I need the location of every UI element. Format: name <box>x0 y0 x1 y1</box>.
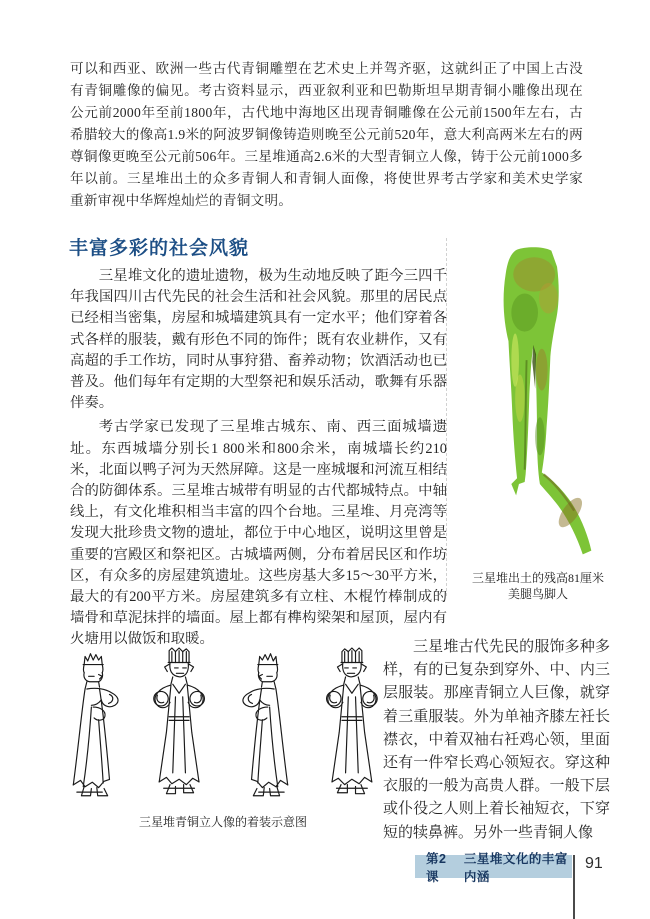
statue-caption-line2: 美腿鸟脚人 <box>507 587 568 601</box>
footer-lesson-bar <box>415 851 572 884</box>
section-paragraph-3: 三星堆古代先民的服饰多种多样，有的已复杂到穿外、中、内三层服装。那座青铜立人巨像，就穿着三重服装。外为单袖齐膝左衽长襟衣，中着双袖右衽鸡心领，里面还有一件窄长鸡心领短衣。穿这种衣服的一般为高贵人群。一般下层或仆役之人则上着长袖短衣，下穿短的犊鼻裤。另外一些青铜人像 <box>383 639 610 841</box>
statue-caption <box>453 570 623 602</box>
clothing-diagram-caption: 三星堆青铜立人像的着装示意图 <box>138 815 307 829</box>
right-text-column <box>383 636 610 845</box>
clothing-drawing-front <box>142 640 218 808</box>
clothing-drawing-back <box>313 640 389 808</box>
footer-divider-line <box>573 855 575 919</box>
statue-caption-line1: 三星堆出土的残高81厘米 <box>471 571 604 585</box>
page-number: 91 <box>585 855 603 872</box>
bronze-statue-figure <box>453 240 623 602</box>
footer-lesson-title: 三星堆文化的丰富内涵 <box>463 851 568 884</box>
clothing-drawing-side-right <box>57 646 133 808</box>
footer-lesson-number: 第2课 <box>426 851 447 884</box>
left-text-column <box>70 266 447 654</box>
bronze-bird-foot-statue-image <box>458 240 618 566</box>
clothing-diagram-figure <box>57 640 389 830</box>
section-paragraph-1: 三星堆文化的遗址遗物，极为生动地反映了距今三四千年我国四川古代先民的社会生活和社会风貌。那里的居民点已经相当密集，房屋和城墙建筑具有一定水平；他们穿着各式各样的服装，戴有形色不同的饰件；既有农业耕作，又有高超的手工作坊，同时从事狩猎、畜养动物；饮酒活动也已普及。他们每年有定期的大型祭祀和娱乐活动，歌舞有乐器伴奏。 <box>70 268 447 412</box>
section-paragraph-2: 考古学家已发现了三星堆古城东、南、西三面城墙遗址。东西城墙分别长1 800米和800余米，南城墙长约210米，北面以鸭子河为天然屏障。这是一座城堰和河流互相结合的防御体系。三星堆古城带有明显的古代都城特点。中轴线上，有文化堆积相当丰富的四个台地。三星堆、月亮湾等发现大批珍贵文物的遗址，都位于中心地区，说明这里曾是重要的宫殿区和祭祀区。古城墙两侧，分布着居民区和作坊区，有众多的房屋建筑遗址。这些房基大多15～30平方米，最大的有200平方米。房屋建筑多有立柱、木棍竹棒制成的墙骨和草泥抹拌的墙面。屋上都有榫构梁架和屋顶，屋内有火塘用以做饭和取暖。 <box>70 419 447 648</box>
clothing-diagram-row <box>57 640 389 808</box>
section-heading: 丰富多彩的社会风貌 <box>69 238 250 259</box>
intro-paragraph: 可以和西亚、欧洲一些古代青铜雕塑在艺术史上并驾齐驱，这就纠正了中国上古没有青铜雕像的偏见。考古资料显示，西亚叙利亚和巴勒斯坦早期青铜小雕像出现在公元前2000年至前1800年，古代地中海地区出现青铜雕像在公元前1500年左右，古希腊较大的像高1.9米的阿波罗铜像铸造则晚至公元前520年，意大利高两米左右的两尊铜像更晚至公元前506年。三星堆通高2.6米的大型青铜立人像，铸于公元前1000多年以前。三星堆出土的众多青铜人和青铜人面像，将使世界考古学家和美术史学家重新审视中华辉煌灿烂的青铜文明。 <box>70 61 583 208</box>
clothing-drawing-side-left <box>228 646 304 808</box>
